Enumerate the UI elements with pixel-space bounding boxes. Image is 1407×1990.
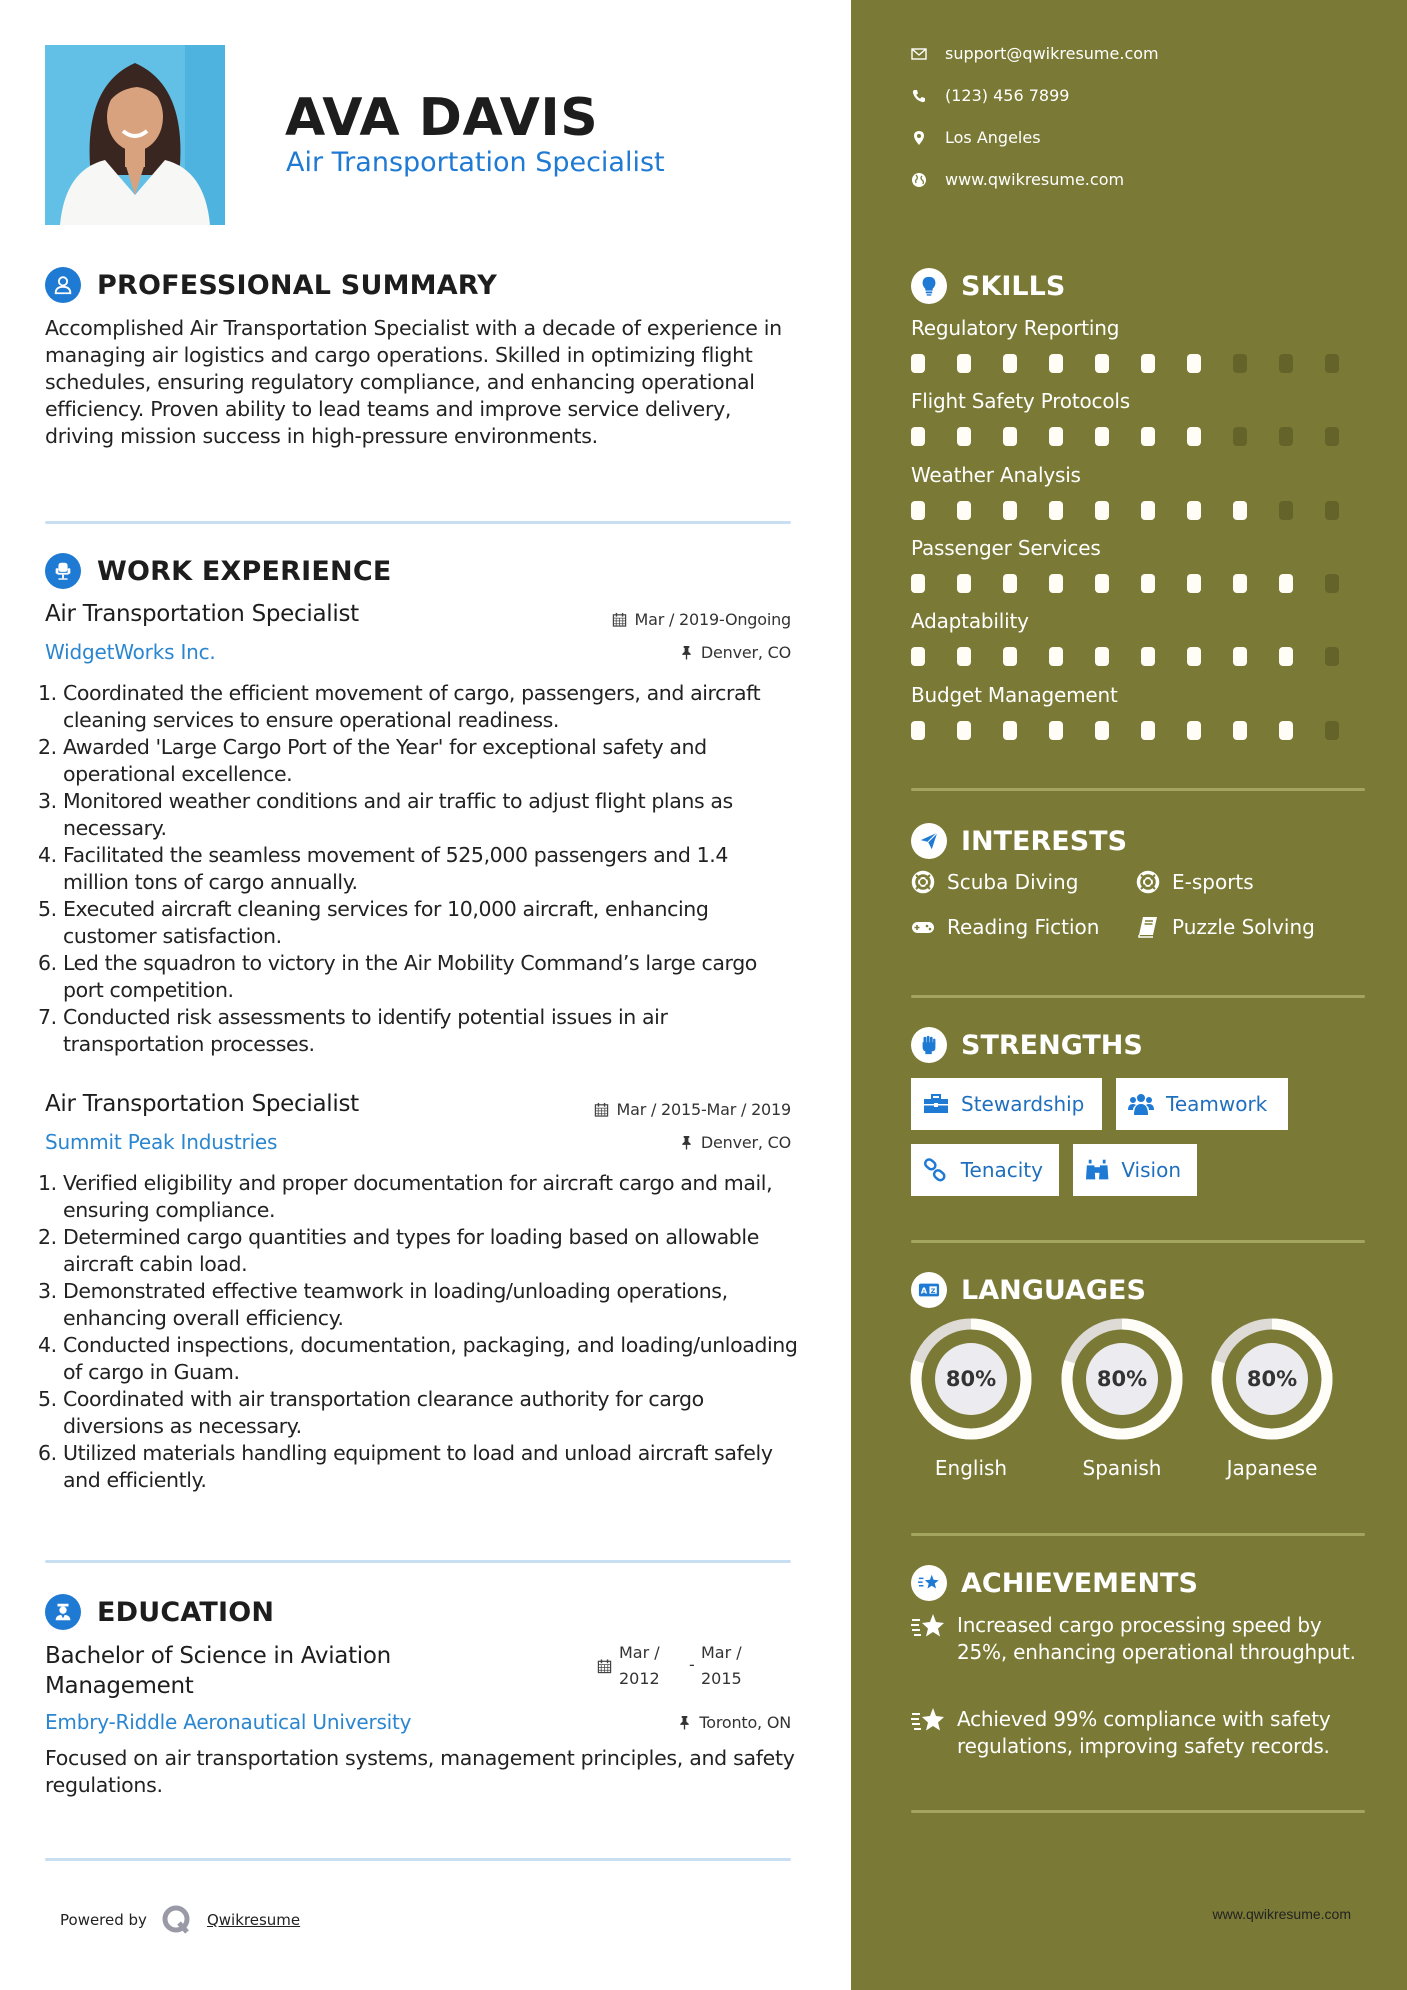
rating-dot-filled <box>911 647 925 666</box>
strength-label: Vision <box>1121 1158 1181 1182</box>
skills-title: SKILLS <box>961 270 1066 302</box>
contact-location <box>911 128 1041 147</box>
pushpin-icon <box>679 645 694 660</box>
rating-dot-filled <box>1141 501 1155 520</box>
summary-text: Accomplished Air Transportation Specialist with a decade of experience in managing air logistics and cargo operations. Skilled in optimizing flight schedules, ensuring regulatory compliance, and enhancing operational efficiency. Proven ability to lead teams and improve service delivery, driving mission success in high-pressure environments. <box>45 316 782 448</box>
rating-dot-filled <box>1095 427 1109 446</box>
language-percent: 80% <box>1246 1367 1298 1391</box>
language-progress-ring <box>910 1318 1032 1440</box>
list-item: 4. Conducted inspections, documentation, packaging, and loading/unloading of cargo in Guam. <box>38 1333 798 1384</box>
strength-chip <box>1116 1078 1288 1130</box>
job-location-text: Denver, CO <box>700 1133 791 1152</box>
interest-item <box>1136 870 1254 894</box>
job-dates <box>612 610 791 629</box>
job-bullets <box>38 680 798 1058</box>
skill-name: Regulatory Reporting <box>911 316 1120 340</box>
contact-phone <box>911 86 1069 105</box>
strength-label: Stewardship <box>961 1092 1085 1116</box>
rating-dot-filled <box>911 574 925 593</box>
interests-title: INTERESTS <box>961 825 1128 857</box>
skill-rating <box>911 427 1371 446</box>
rating-dot-empty <box>1233 427 1247 446</box>
languages-heading <box>911 1272 1146 1308</box>
skills-heading <box>911 268 1065 304</box>
website-text[interactable]: www.qwikresume.com <box>945 170 1125 189</box>
job-title: Air Transportation Specialist <box>45 601 359 627</box>
list-item: 2. Determined cargo quantities and types for loading based on allowable aircraft cabin load. <box>38 1225 759 1276</box>
skill-name: Adaptability <box>911 609 1029 633</box>
job-title: Air Transportation Specialist <box>45 1091 359 1117</box>
rating-dot-filled <box>1095 647 1109 666</box>
paper-plane-icon <box>911 823 947 859</box>
skill-item <box>911 536 1371 593</box>
list-item: 3. Monitored weather conditions and air traffic to adjust flight plans as necessary. <box>38 789 733 840</box>
skill-item <box>911 316 1371 373</box>
rating-dot-filled <box>1049 647 1063 666</box>
rating-dot-filled <box>1095 354 1109 373</box>
list-item: 4. Facilitated the seamless movement of 525,000 passengers and 1.4 million tons of cargo annually. <box>38 843 729 894</box>
summary-title: PROFESSIONAL SUMMARY <box>97 269 498 301</box>
rating-dot-filled <box>1187 647 1201 666</box>
calendar-icon <box>594 1102 609 1117</box>
shooting-star-icon <box>911 1612 945 1640</box>
rating-dot-filled <box>1095 721 1109 740</box>
rating-dot-filled <box>957 354 971 373</box>
strength-chip <box>911 1078 1102 1130</box>
footer-website[interactable]: www.qwikresume.com <box>1212 1906 1351 1922</box>
degree-line-2: Management <box>45 1673 194 1699</box>
location-text: Los Angeles <box>945 128 1041 147</box>
interest-item <box>911 870 1078 894</box>
rating-dot-filled <box>1141 721 1155 740</box>
skill-item <box>911 683 1371 740</box>
rating-dot-filled <box>1187 574 1201 593</box>
job-location <box>679 643 791 662</box>
rating-dot-filled <box>1279 721 1293 740</box>
rating-dot-filled <box>1003 647 1017 666</box>
briefcase-icon <box>923 1092 949 1116</box>
interest-label: Reading Fiction <box>947 915 1100 939</box>
achievements-title: ACHIEVEMENTS <box>961 1567 1198 1599</box>
rating-dot-filled <box>1049 721 1063 740</box>
skill-rating <box>911 501 1371 520</box>
list-item: 1. Coordinated the efficient movement of cargo, passengers, and aircraft cleaning services to ensure operational readiness. <box>38 681 761 732</box>
rating-dot-filled <box>1187 721 1201 740</box>
list-item: 6. Led the squadron to victory in the Air Mobility Command’s large cargo port competition. <box>38 951 757 1002</box>
strength-label: Tenacity <box>960 1158 1043 1182</box>
link-icon <box>923 1158 949 1182</box>
rating-dot-filled <box>1095 501 1109 520</box>
globe-icon <box>911 172 927 188</box>
education-description: Focused on air transportation systems, management principles, and safety regulations. <box>45 1746 795 1797</box>
achievement-item <box>911 1612 1371 1666</box>
section-divider <box>911 995 1365 998</box>
language-name: Japanese <box>1226 1456 1318 1480</box>
skill-item <box>911 609 1371 666</box>
list-item: 5. Executed aircraft cleaning services for 10,000 aircraft, enhancing customer satisfaction. <box>38 897 709 948</box>
job-location-text: Denver, CO <box>700 643 791 662</box>
achievement-item <box>911 1706 1371 1760</box>
strength-chip <box>911 1144 1059 1196</box>
language-percent: 80% <box>1096 1367 1148 1391</box>
education-heading <box>45 1594 274 1630</box>
section-divider <box>911 1240 1365 1243</box>
graduate-icon <box>45 1594 81 1630</box>
rating-dot-filled <box>911 354 925 373</box>
start-month: Mar / <box>619 1643 660 1662</box>
shooting-star-icon <box>911 1706 945 1734</box>
profile-photo-image <box>45 45 225 225</box>
powered-by-label: Powered by <box>60 1911 147 1929</box>
binoculars-icon <box>1085 1158 1109 1182</box>
rating-dot-filled <box>1187 427 1201 446</box>
rating-dot-filled <box>1233 501 1247 520</box>
job-bullets <box>38 1170 798 1494</box>
rating-dot-filled <box>1049 501 1063 520</box>
profile-photo <box>45 45 225 225</box>
envelope-icon <box>911 46 927 62</box>
rating-dot-filled <box>957 501 971 520</box>
interest-item <box>1136 915 1315 939</box>
rating-dot-empty <box>1279 427 1293 446</box>
skill-rating <box>911 721 1371 740</box>
languages-title: LANGUAGES <box>961 1274 1146 1306</box>
rating-dot-filled <box>911 501 925 520</box>
job-dates <box>594 1100 791 1119</box>
rating-dot-filled <box>1141 647 1155 666</box>
rating-dot-filled <box>1049 574 1063 593</box>
list-item: 2. Awarded 'Large Cargo Port of the Year' for exceptional safety and operational excellence. <box>38 735 707 786</box>
lightbulb-icon <box>911 268 947 304</box>
language-item <box>910 1318 1032 1480</box>
calendar-icon <box>597 1658 612 1674</box>
rating-dot-filled <box>1233 647 1247 666</box>
skill-name: Weather Analysis <box>911 463 1081 487</box>
rating-dot-filled <box>1095 574 1109 593</box>
interests-heading <box>911 823 1127 859</box>
strengths-heading <box>911 1027 1143 1063</box>
skill-name: Flight Safety Protocols <box>911 389 1130 413</box>
rating-dot-filled <box>1003 501 1017 520</box>
strengths-title: STRENGTHS <box>961 1029 1143 1061</box>
rating-dot-empty <box>1325 721 1339 740</box>
life-ring-icon <box>1136 870 1160 894</box>
rating-dot-filled <box>1003 721 1017 740</box>
section-divider <box>911 788 1365 791</box>
map-marker-icon <box>911 130 927 146</box>
experience-heading <box>45 553 391 589</box>
job-dates-text: Mar / 2015-Mar / 2019 <box>616 1100 791 1119</box>
rating-dot-empty <box>1325 647 1339 666</box>
rating-dot-filled <box>957 647 971 666</box>
candidate-title: Air Transportation Specialist <box>286 147 665 178</box>
rating-dot-filled <box>1233 721 1247 740</box>
degree-line-1: Bachelor of Science in Aviation <box>45 1643 391 1669</box>
interest-label: E-sports <box>1172 870 1254 894</box>
section-divider <box>911 1533 1365 1536</box>
language-name: English <box>934 1456 1008 1480</box>
list-item: 1. Verified eligibility and proper documentation for aircraft cargo and mail, ensuring compliance. <box>38 1171 773 1222</box>
company-name: WidgetWorks Inc. <box>45 640 216 664</box>
life-ring-icon <box>911 870 935 894</box>
gamepad-icon <box>911 915 935 939</box>
chair-icon <box>45 553 81 589</box>
rating-dot-empty <box>1279 354 1293 373</box>
degree-title <box>45 1641 391 1701</box>
strength-label: Teamwork <box>1166 1092 1268 1116</box>
list-item: 6. Utilized materials handling equipment to load and unload aircraft safely and efficiently. <box>38 1441 773 1492</box>
rating-dot-filled <box>1141 427 1155 446</box>
skill-name: Budget Management <box>911 683 1118 707</box>
company-name: Summit Peak Industries <box>45 1130 278 1154</box>
user-icon <box>45 267 81 303</box>
interest-label: Puzzle Solving <box>1172 915 1315 939</box>
rating-dot-filled <box>1187 501 1201 520</box>
achievements-heading <box>911 1565 1198 1601</box>
skill-name: Passenger Services <box>911 536 1101 560</box>
list-item: 5. Coordinated with air transportation clearance authority for cargo diversions as necessary. <box>38 1387 704 1438</box>
skill-item <box>911 389 1371 446</box>
calendar-icon <box>612 612 627 627</box>
rating-dot-filled <box>1003 574 1017 593</box>
skill-rating <box>911 574 1371 593</box>
list-item: 7. Conducted risk assessments to identify potential issues in air transportation processes. <box>38 1005 668 1056</box>
rating-dot-filled <box>1141 574 1155 593</box>
email-text: support@qwikresume.com <box>945 44 1159 63</box>
rating-dot-empty <box>1325 427 1339 446</box>
qwikresume-link[interactable]: Qwikresume <box>206 1911 301 1929</box>
phone-icon <box>911 88 927 104</box>
rating-dot-filled <box>957 574 971 593</box>
language-percent: 80% <box>945 1367 997 1391</box>
rating-dot-filled <box>957 427 971 446</box>
rating-dot-filled <box>1141 354 1155 373</box>
contact-website <box>911 170 1124 189</box>
rating-dot-empty <box>1233 354 1247 373</box>
rating-dot-empty <box>1325 501 1339 520</box>
section-divider <box>45 521 791 524</box>
rating-dot-filled <box>1279 647 1293 666</box>
rating-dot-filled <box>1003 427 1017 446</box>
rating-dot-filled <box>1049 427 1063 446</box>
education-location <box>677 1713 791 1732</box>
end-month: Mar / <box>701 1643 742 1662</box>
fist-icon <box>911 1027 947 1063</box>
job-location <box>679 1133 791 1152</box>
rating-dot-empty <box>1325 574 1339 593</box>
language-item <box>1211 1318 1333 1480</box>
rating-dot-filled <box>1049 354 1063 373</box>
education-title: EDUCATION <box>97 1596 275 1628</box>
rating-dot-filled <box>911 721 925 740</box>
language-name: Spanish <box>1082 1456 1162 1480</box>
list-item: 3. Demonstrated effective teamwork in loading/unloading operations, enhancing overall efficiency. <box>38 1279 728 1330</box>
skill-rating <box>911 647 1371 666</box>
achievement-text: Increased cargo processing speed by 25%, enhancing operational throughput. <box>957 1613 1356 1664</box>
rating-dot-filled <box>1003 354 1017 373</box>
language-progress-ring <box>1061 1318 1183 1440</box>
end-year: 2015 <box>701 1669 742 1688</box>
experience-title: WORK EXPERIENCE <box>97 555 392 587</box>
summary-heading <box>45 267 497 303</box>
sidebar <box>851 0 1407 1990</box>
start-year: 2012 <box>619 1669 660 1688</box>
section-divider <box>911 1810 1365 1813</box>
powered-by <box>60 1904 300 1936</box>
language-item <box>1061 1318 1183 1480</box>
strength-chip <box>1073 1144 1197 1196</box>
pushpin-icon <box>679 1135 694 1150</box>
education-dates <box>597 1640 771 1692</box>
date-separator: - <box>689 1655 695 1674</box>
rating-dot-empty <box>1279 501 1293 520</box>
contact-email <box>911 44 1159 63</box>
qwikresume-logo-icon <box>161 1904 193 1936</box>
rating-dot-empty <box>1325 354 1339 373</box>
interest-label: Scuba Diving <box>947 870 1079 894</box>
education-location-text: Toronto, ON <box>699 1713 791 1732</box>
rating-dot-filled <box>1233 574 1247 593</box>
section-divider <box>45 1560 791 1563</box>
candidate-name: AVA DAVIS <box>285 88 599 148</box>
rating-dot-filled <box>957 721 971 740</box>
phone-text: (123) 456 7899 <box>945 86 1070 105</box>
pushpin-icon <box>677 1715 692 1730</box>
translate-icon <box>911 1272 947 1308</box>
school-name: Embry-Riddle Aeronautical University <box>45 1710 412 1734</box>
users-icon <box>1128 1092 1154 1116</box>
shooting-star-icon <box>911 1565 947 1601</box>
rating-dot-filled <box>1279 574 1293 593</box>
job-dates-text: Mar / 2019-Ongoing <box>634 610 791 629</box>
achievement-text: Achieved 99% compliance with safety regulations, improving safety records. <box>957 1707 1331 1758</box>
language-progress-ring <box>1211 1318 1333 1440</box>
svg-text:A: A <box>920 1285 928 1296</box>
svg-text:Z: Z <box>930 1286 936 1295</box>
interest-item <box>911 915 1099 939</box>
section-divider <box>45 1858 791 1861</box>
skill-item <box>911 463 1371 520</box>
rating-dot-filled <box>1187 354 1201 373</box>
book-icon <box>1136 915 1160 939</box>
rating-dot-filled <box>911 427 925 446</box>
skill-rating <box>911 354 1371 373</box>
